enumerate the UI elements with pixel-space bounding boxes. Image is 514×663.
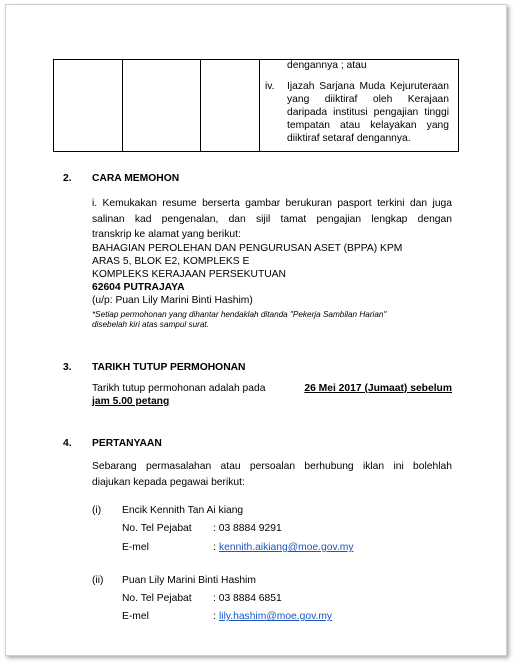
contact-2-email-colon: : (213, 611, 216, 622)
paragraph-line: Sebarang permasalahan atau persoalan berhubung iklan ini bolehlah (92, 461, 452, 472)
contact-2-email-label: E-mel (122, 611, 149, 622)
section-3-heading: TARIKH TUTUP PERMOHONAN (92, 362, 246, 373)
section-4-heading: PERTANYAAN (92, 438, 162, 449)
closing-date-prefix: Tarikh tutup permohonan adalah pada (92, 383, 266, 394)
section-3-number: 3. (63, 362, 72, 373)
contact-2-email-link[interactable]: lily.hashim@moe.gov.my (219, 611, 333, 622)
mailing-address (92, 242, 402, 307)
note-line: disebelah kiri atas sampul surat. (92, 320, 209, 329)
envelope-note (92, 310, 386, 330)
table-cell (123, 60, 201, 152)
paragraph-line (92, 382, 452, 395)
contact-2-tel-value: : 03 8884 6851 (213, 593, 282, 604)
contact-2-name: Puan Lily Marini Binti Hashim (122, 575, 256, 586)
section-4-number: 4. (63, 438, 72, 449)
table-item-text (287, 80, 449, 145)
table-cell (54, 60, 123, 152)
contact-1-tel-label: No. Tel Pejabat (122, 523, 192, 534)
address-line: BAHAGIAN PEROLEHAN DAN PENGURUSAN ASET (BPPA) KPM (92, 243, 403, 254)
closing-date-highlight: 26 Mei 2017 (Jumaat) sebelum (304, 383, 452, 394)
table-item-line: yang diiktiraf oleh Kerajaan (287, 94, 449, 105)
paragraph-line: i. Kemukakan resume berserta gambar berukuran pasport terkini dan juga (92, 198, 452, 209)
contact-1-email-colon: : (213, 542, 216, 553)
address-line: KOMPLEKS KERAJAAN PERSEKUTUAN (92, 269, 286, 280)
table-item-line: daripada institusi pengajian tinggi (287, 107, 449, 118)
closing-time-highlight: jam 5.00 petang (92, 396, 170, 407)
contact-1-tel-value: : 03 8884 9291 (213, 523, 282, 534)
table-line-prev: dengannya ; atau (287, 60, 367, 71)
paragraph-line: transkrip ke alamat yang berikut: (92, 229, 241, 240)
address-postcode: 62604 PUTRAJAYA (92, 282, 185, 293)
table-cell (201, 60, 260, 152)
paragraph-line: salinan kad pengenalan, dan sijil tamat pengajian lengkap dengan (92, 214, 452, 225)
closing-date-paragraph (92, 382, 452, 408)
table-item-line: Ijazah Sarjana Muda Kejuruteraan (287, 81, 449, 92)
contact-1-email-link[interactable]: kennith.aikiang@moe.gov.my (219, 542, 354, 553)
table-item-number: iv. (265, 81, 275, 92)
address-attention: (u/p: Puan Lily Marini Binti Hashim) (92, 295, 253, 306)
note-line: *Setiap permohonan yang dihantar hendaklah ditanda "Pekerja Sambilan Harian" (92, 310, 387, 319)
section-2-paragraph (92, 196, 452, 242)
section-2-heading: CARA MEMOHON (92, 173, 180, 184)
paragraph-line: diajukan kepada pegawai berikut: (92, 477, 245, 488)
contact-1-email-label: E-mel (122, 542, 149, 553)
address-line: ARAS 5, BLOK E2, KOMPLEKS E (92, 256, 250, 267)
table-item-line: tempatan atau kelayakan yang (287, 120, 449, 131)
contact-1-number: (i) (92, 505, 102, 516)
contact-2-number: (ii) (92, 575, 104, 586)
table-item-line: diiktiraf setaraf dengannya. (287, 133, 411, 144)
contact-2-tel-label: No. Tel Pejabat (122, 593, 192, 604)
section-4-paragraph (92, 459, 452, 490)
contact-1-name: Encik Kennith Tan Ai kiang (122, 505, 244, 516)
section-2-number: 2. (63, 173, 72, 184)
